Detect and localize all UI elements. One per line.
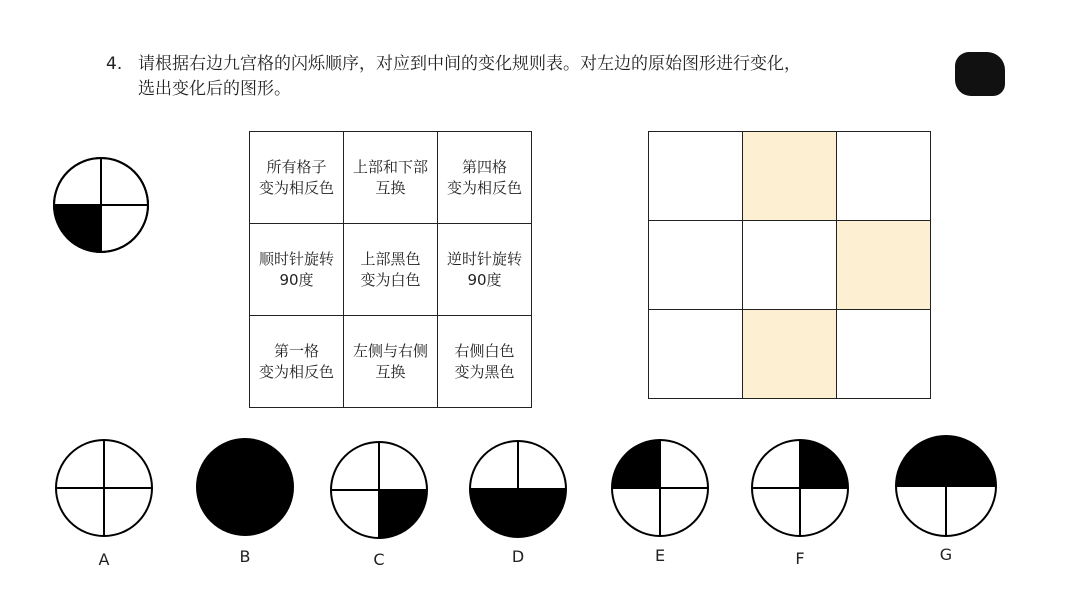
option-a-figure[interactable] bbox=[54, 438, 154, 538]
flash-row bbox=[649, 310, 931, 399]
flash-cell bbox=[837, 132, 931, 221]
flash-cell bbox=[837, 310, 931, 399]
option-b-label[interactable]: B bbox=[239, 547, 251, 566]
option-d-figure[interactable] bbox=[468, 439, 568, 539]
rule-cell-7: 第一格 变为相反色 bbox=[250, 316, 344, 408]
option-c-label[interactable]: C bbox=[373, 550, 385, 569]
rule-cell-3: 第四格 变为相反色 bbox=[438, 132, 532, 224]
flash-cell bbox=[649, 221, 743, 310]
question-line-1: 请根据右边九宫格的闪烁顺序，对应到中间的变化规则表。对左边的原始图形进行变化， bbox=[138, 54, 801, 74]
rule-cell-2: 上部和下部 互换 bbox=[344, 132, 438, 224]
option-b-figure[interactable] bbox=[195, 437, 295, 537]
option-e-figure[interactable] bbox=[610, 438, 710, 538]
option-f-label[interactable]: F bbox=[795, 549, 805, 568]
rule-row bbox=[250, 224, 532, 316]
option-a-label[interactable]: A bbox=[98, 550, 110, 569]
rule-cell-9: 右侧白色 变为黑色 bbox=[438, 316, 532, 408]
option-g-figure[interactable] bbox=[894, 434, 998, 538]
option-g-label[interactable]: G bbox=[939, 545, 953, 564]
flash-cell-highlighted bbox=[837, 221, 931, 310]
option-f-figure[interactable] bbox=[750, 438, 850, 538]
rule-cell-5: 上部黑色 变为白色 bbox=[344, 224, 438, 316]
question-number: 4. bbox=[106, 54, 123, 74]
question-line-2: 选出变化后的图形。 bbox=[138, 79, 291, 99]
flash-cell-highlighted bbox=[743, 132, 837, 221]
rule-cell-8: 左侧与右侧 互换 bbox=[344, 316, 438, 408]
flash-cell bbox=[649, 310, 743, 399]
flash-cell bbox=[743, 221, 837, 310]
option-c-figure[interactable] bbox=[329, 440, 429, 540]
rule-table bbox=[249, 131, 532, 408]
rule-cell-4: 顺时针旋转 90度 bbox=[250, 224, 344, 316]
flash-grid bbox=[648, 131, 931, 399]
rule-cell-1: 所有格子 变为相反色 bbox=[250, 132, 344, 224]
redacted-mark bbox=[955, 52, 1005, 96]
option-e-label[interactable]: E bbox=[654, 546, 666, 565]
flash-row bbox=[649, 221, 931, 310]
rule-row bbox=[250, 316, 532, 408]
flash-cell bbox=[649, 132, 743, 221]
flash-cell-highlighted bbox=[743, 310, 837, 399]
original-figure bbox=[52, 156, 150, 254]
rule-cell-6: 逆时针旋转 90度 bbox=[438, 224, 532, 316]
flash-row bbox=[649, 132, 931, 221]
rule-row bbox=[250, 132, 532, 224]
option-d-label[interactable]: D bbox=[511, 547, 525, 566]
